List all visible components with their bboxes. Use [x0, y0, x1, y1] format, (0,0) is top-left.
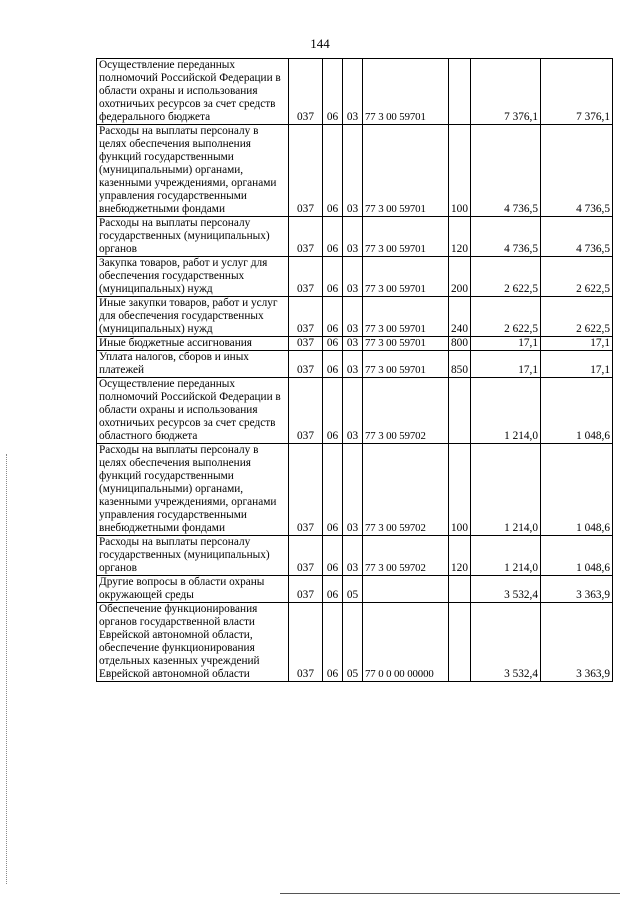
amount-approved-cell: 4 736,5 — [471, 125, 541, 217]
subsection-code-cell: 03 — [343, 125, 363, 217]
expense-name-cell: Расходы на выплаты персоналу в целях обеспечения выполнения функций государственными (муниципальными) органами, казенными учреждениями, органами управления государственными внебюджетными фондами — [97, 125, 289, 217]
department-code-cell: 037 — [289, 603, 323, 682]
amount-approved-cell: 17,1 — [471, 351, 541, 378]
target-article-cell: 77 3 00 59701 — [363, 257, 449, 297]
expense-name-cell: Расходы на выплаты персоналу государственных (муниципальных) органов — [97, 217, 289, 257]
amount-approved-cell: 4 736,5 — [471, 217, 541, 257]
footer-rule — [280, 893, 620, 894]
amount-executed-cell: 3 363,9 — [541, 576, 613, 603]
target-article-cell: 77 3 00 59701 — [363, 217, 449, 257]
amount-approved-cell: 17,1 — [471, 337, 541, 351]
page-number: 144 — [310, 36, 330, 51]
subsection-code-cell: 03 — [343, 59, 363, 125]
table-row — [97, 351, 613, 378]
target-article-cell: 77 3 00 59701 — [363, 125, 449, 217]
section-code-cell: 06 — [323, 59, 343, 125]
expense-name-cell: Обеспечение функционирования органов государственной власти Еврейской автономной области, обеспечение функционирования отдельных казенных учреждений Еврейской автономной области — [97, 603, 289, 682]
target-article-cell: 77 3 00 59701 — [363, 297, 449, 337]
department-code-cell: 037 — [289, 536, 323, 576]
subsection-code-cell: 03 — [343, 444, 363, 536]
expense-name-cell: Осуществление переданных полномочий Российской Федерации в области охраны и использования охотничьих ресурсов за счет средств федерального бюджета — [97, 59, 289, 125]
table-row — [97, 576, 613, 603]
amount-approved-cell: 1 214,0 — [471, 536, 541, 576]
target-article-cell: 77 3 00 59702 — [363, 444, 449, 536]
expense-type-cell — [449, 576, 471, 603]
subsection-code-cell: 03 — [343, 351, 363, 378]
table-row — [97, 337, 613, 351]
expense-type-cell — [449, 603, 471, 682]
section-code-cell: 06 — [323, 603, 343, 682]
amount-approved-cell: 7 376,1 — [471, 59, 541, 125]
amount-executed-cell: 4 736,5 — [541, 125, 613, 217]
amount-approved-cell: 1 214,0 — [471, 378, 541, 444]
section-code-cell: 06 — [323, 576, 343, 603]
section-code-cell: 06 — [323, 536, 343, 576]
subsection-code-cell: 03 — [343, 297, 363, 337]
section-code-cell: 06 — [323, 444, 343, 536]
target-article-cell: 77 3 00 59701 — [363, 59, 449, 125]
department-code-cell: 037 — [289, 444, 323, 536]
department-code-cell: 037 — [289, 378, 323, 444]
department-code-cell: 037 — [289, 257, 323, 297]
expense-type-cell: 800 — [449, 337, 471, 351]
amount-approved-cell: 3 532,4 — [471, 576, 541, 603]
department-code-cell: 037 — [289, 125, 323, 217]
amount-executed-cell: 1 048,6 — [541, 444, 613, 536]
section-code-cell: 06 — [323, 351, 343, 378]
expense-type-cell: 240 — [449, 297, 471, 337]
amount-executed-cell: 3 363,9 — [541, 603, 613, 682]
amount-executed-cell: 17,1 — [541, 337, 613, 351]
department-code-cell: 037 — [289, 351, 323, 378]
expense-name-cell: Расходы на выплаты персоналу государственных (муниципальных) органов — [97, 536, 289, 576]
target-article-cell: 77 0 0 00 00000 — [363, 603, 449, 682]
table-row — [97, 603, 613, 682]
target-article-cell: 77 3 00 59702 — [363, 378, 449, 444]
amount-executed-cell: 1 048,6 — [541, 536, 613, 576]
target-article-cell: 77 3 00 59701 — [363, 337, 449, 351]
amount-executed-cell: 17,1 — [541, 351, 613, 378]
margin-line — [6, 454, 7, 884]
section-code-cell: 06 — [323, 257, 343, 297]
table-row — [97, 125, 613, 217]
section-code-cell: 06 — [323, 217, 343, 257]
amount-approved-cell: 3 532,4 — [471, 603, 541, 682]
subsection-code-cell: 03 — [343, 378, 363, 444]
target-article-cell: 77 3 00 59701 — [363, 351, 449, 378]
amount-approved-cell: 2 622,5 — [471, 297, 541, 337]
department-code-cell: 037 — [289, 217, 323, 257]
amount-executed-cell: 4 736,5 — [541, 217, 613, 257]
section-code-cell: 06 — [323, 378, 343, 444]
expense-name-cell: Закупка товаров, работ и услуг для обеспечения государственных (муниципальных) нужд — [97, 257, 289, 297]
table-row — [97, 378, 613, 444]
table-row — [97, 217, 613, 257]
amount-executed-cell: 7 376,1 — [541, 59, 613, 125]
subsection-code-cell: 03 — [343, 217, 363, 257]
expense-type-cell: 850 — [449, 351, 471, 378]
table-row — [97, 257, 613, 297]
section-code-cell: 06 — [323, 297, 343, 337]
amount-executed-cell: 2 622,5 — [541, 257, 613, 297]
department-code-cell: 037 — [289, 576, 323, 603]
target-article-cell: 77 3 00 59702 — [363, 536, 449, 576]
expense-name-cell: Иные закупки товаров, работ и услуг для обеспечения государственных (муниципальных) нужд — [97, 297, 289, 337]
subsection-code-cell: 05 — [343, 603, 363, 682]
table-row — [97, 444, 613, 536]
amount-approved-cell: 2 622,5 — [471, 257, 541, 297]
department-code-cell: 037 — [289, 337, 323, 351]
expense-type-cell — [449, 59, 471, 125]
expense-name-cell: Осуществление переданных полномочий Российской Федерации в области охраны и использования охотничьих ресурсов за счет средств областного бюджета — [97, 378, 289, 444]
expense-name-cell: Расходы на выплаты персоналу в целях обеспечения выполнения функций государственными (муниципальными) органами, казенными учреждениями, органами управления государственными внебюджетными фондами — [97, 444, 289, 536]
subsection-code-cell: 03 — [343, 337, 363, 351]
table-row — [97, 536, 613, 576]
expense-name-cell: Другие вопросы в области охраны окружающей среды — [97, 576, 289, 603]
expense-type-cell — [449, 378, 471, 444]
expense-type-cell: 100 — [449, 444, 471, 536]
expense-type-cell: 100 — [449, 125, 471, 217]
expense-type-cell: 200 — [449, 257, 471, 297]
expense-type-cell: 120 — [449, 217, 471, 257]
section-code-cell: 06 — [323, 125, 343, 217]
department-code-cell: 037 — [289, 297, 323, 337]
target-article-cell — [363, 576, 449, 603]
section-code-cell: 06 — [323, 337, 343, 351]
expense-name-cell: Иные бюджетные ассигнования — [97, 337, 289, 351]
table-row — [97, 297, 613, 337]
subsection-code-cell: 03 — [343, 257, 363, 297]
amount-approved-cell: 1 214,0 — [471, 444, 541, 536]
expense-name-cell: Уплата налогов, сборов и иных платежей — [97, 351, 289, 378]
table-row — [97, 59, 613, 125]
department-code-cell: 037 — [289, 59, 323, 125]
subsection-code-cell: 05 — [343, 576, 363, 603]
subsection-code-cell: 03 — [343, 536, 363, 576]
amount-executed-cell: 2 622,5 — [541, 297, 613, 337]
expense-type-cell: 120 — [449, 536, 471, 576]
budget-table — [96, 58, 613, 682]
amount-executed-cell: 1 048,6 — [541, 378, 613, 444]
